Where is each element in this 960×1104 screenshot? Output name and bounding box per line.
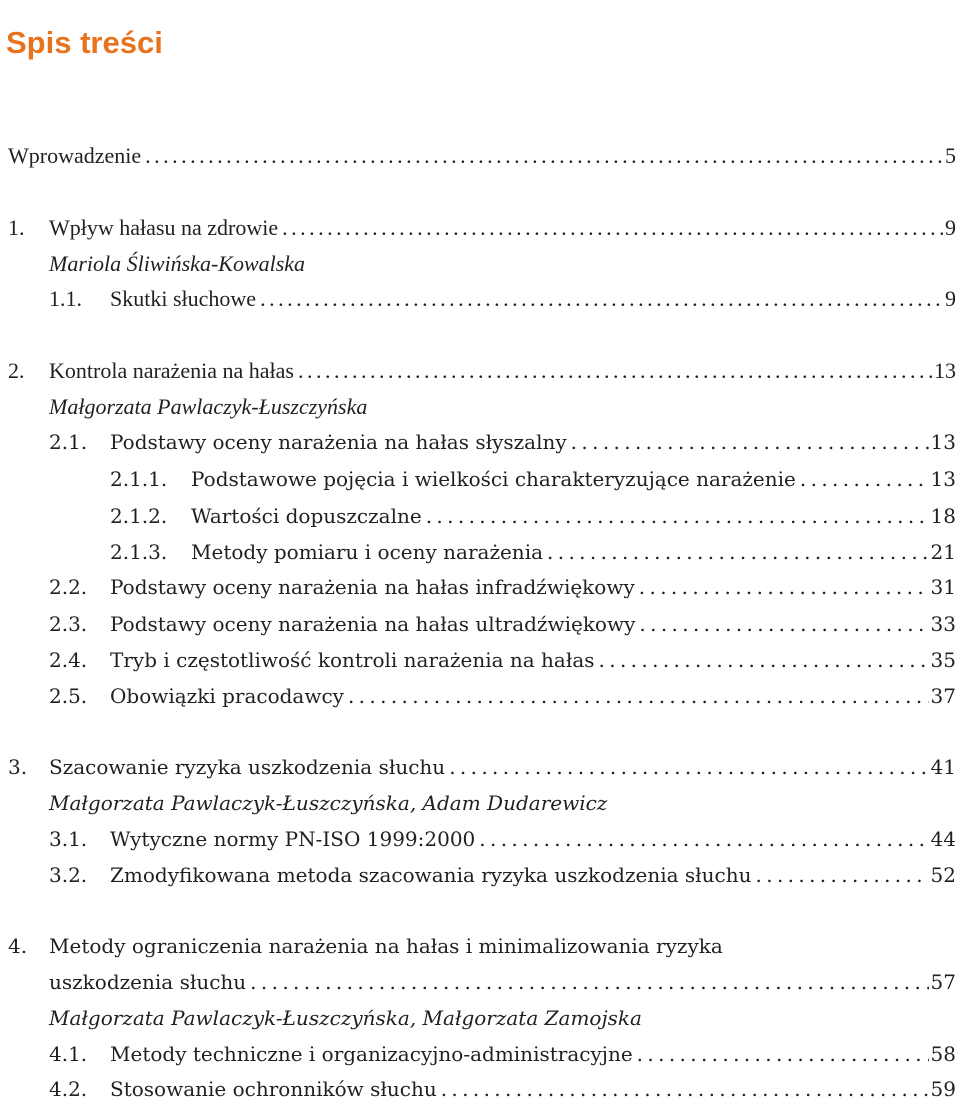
toc-page: 13 [930, 467, 956, 491]
leader-dots [426, 501, 929, 531]
toc-entry-section[interactable] [0, 1039, 960, 1069]
chapter-authors: Małgorzata Pawlaczyk-Łuszczyńska, Małgorzata Zamojska [49, 1006, 642, 1030]
toc-label: Podstawy oceny narażenia na hałas infradźwiękowy [110, 575, 635, 599]
toc-number: 2.1.3. [110, 540, 168, 564]
chapter-authors: Mariola Śliwińska-Kowalska [49, 251, 306, 276]
toc-label: Skutki słuchowe [110, 286, 257, 311]
leader-dots [145, 141, 943, 171]
toc-entry-section[interactable] [0, 645, 960, 675]
toc-label: Obowiązki pracodawcy [110, 684, 344, 708]
toc-number: 3.2. [49, 863, 88, 887]
toc-label: Zmodyfikowana metoda szacowania ryzyka uszkodzenia słuchu [110, 863, 752, 887]
toc-label: Wytyczne normy PN-ISO 1999:2000 [110, 827, 476, 851]
toc-entry-section[interactable] [0, 860, 960, 890]
leader-dots [637, 1039, 929, 1069]
toc-number: 4.2. [49, 1077, 88, 1101]
leader-dots [639, 572, 929, 602]
toc-entry-section[interactable] [0, 681, 960, 711]
toc-entry-chapter-4-number: 4. [8, 934, 28, 958]
toc-entry-subsection[interactable] [0, 501, 960, 531]
chapter-authors: Małgorzata Pawlaczyk-Łuszczyńska [49, 394, 368, 419]
leader-dots [250, 967, 928, 997]
toc-page: 41 [930, 755, 956, 779]
leader-dots [756, 860, 929, 890]
toc-label: Podstawowe pojęcia i wielkości charakteryzujące narażenie [191, 467, 796, 491]
toc-page: 13 [934, 358, 956, 383]
toc-number: 1. [8, 215, 25, 240]
toc-entry-subsection[interactable] [0, 464, 960, 494]
toc-label: Wprowadzenie [8, 143, 142, 168]
toc-page: 35 [930, 648, 956, 672]
toc-label: Metody techniczne i organizacyjno-administracyjne [110, 1042, 633, 1066]
toc-number: 2. [8, 358, 25, 383]
toc-entry-intro[interactable] [0, 141, 960, 171]
toc-entry-chapter-1[interactable] [0, 213, 960, 243]
toc-page: 5 [945, 143, 956, 168]
toc-entry-subsection[interactable] [0, 537, 960, 567]
leader-dots [479, 824, 928, 854]
toc-page: 33 [930, 612, 956, 636]
toc-number: 2.1.1. [110, 467, 168, 491]
leader-dots [571, 427, 929, 457]
toc-label: Tryb i częstotliwość kontroli narażenia na hałas [110, 648, 595, 672]
leader-dots [260, 284, 943, 314]
toc-entry-section[interactable] [0, 284, 960, 314]
toc-entry-section[interactable] [0, 1074, 960, 1104]
toc-page: 9 [945, 215, 956, 240]
toc-number: 4.1. [49, 1042, 88, 1066]
leader-dots [800, 464, 929, 494]
toc-number: 3. [8, 755, 28, 779]
toc-entry-section[interactable] [0, 572, 960, 602]
toc-entry-chapter-3[interactable] [0, 752, 960, 782]
toc-label: Podstawy oceny narażenia na hałas słyszalny [110, 430, 567, 454]
toc-label: Podstawy oceny narażenia na hałas ultradźwiękowy [110, 612, 636, 636]
toc-page: 44 [930, 827, 956, 851]
toc-page: 21 [930, 540, 956, 564]
toc-page: 9 [945, 286, 956, 311]
toc-label: Kontrola narażenia na hałas [49, 358, 294, 383]
toc-entry-section[interactable] [0, 427, 960, 457]
leader-dots [449, 752, 928, 782]
leader-dots [282, 213, 943, 243]
page-title: Spis treści [6, 24, 163, 60]
leader-dots [441, 1074, 929, 1104]
toc-entry-chapter-4[interactable] [0, 967, 960, 997]
toc-label: Wpływ hałasu na zdrowie [49, 215, 279, 240]
leader-dots [298, 356, 932, 386]
leader-dots [599, 645, 929, 675]
leader-dots [547, 537, 929, 567]
toc-label: uszkodzenia słuchu [49, 970, 247, 994]
toc-page: 59 [930, 1077, 956, 1101]
toc-page: 58 [930, 1042, 956, 1066]
toc-label: Metody pomiaru i oceny narażenia [191, 540, 544, 564]
toc-label: Wartości dopuszczalne [191, 504, 422, 528]
toc-page: 18 [930, 504, 956, 528]
toc-number: 1.1. [49, 286, 82, 311]
leader-dots [348, 681, 929, 711]
toc-number: 2.3. [49, 612, 88, 636]
chapter-authors: Małgorzata Pawlaczyk-Łuszczyńska, Adam Dudarewicz [49, 791, 608, 815]
toc-number: 3.1. [49, 827, 88, 851]
toc-number: 2.4. [49, 648, 88, 672]
toc-page: 31 [930, 575, 956, 599]
toc-page: 52 [930, 863, 956, 887]
toc-label: Szacowanie ryzyka uszkodzenia słuchu [49, 755, 446, 779]
toc-page: 37 [930, 684, 956, 708]
toc-number: 2.1.2. [110, 504, 168, 528]
toc-number: 2.1. [49, 430, 88, 454]
toc-label: Stosowanie ochronników słuchu [110, 1077, 437, 1101]
toc-entry-section[interactable] [0, 824, 960, 854]
toc-entry-section[interactable] [0, 609, 960, 639]
toc-page: 57 [930, 970, 956, 994]
toc-number: 2.2. [49, 575, 88, 599]
toc-page: 13 [930, 430, 956, 454]
leader-dots [639, 609, 928, 639]
toc-entry-chapter-4-title[interactable]: Metody ograniczenia narażenia na hałas i minimalizowania ryzyka [49, 934, 723, 958]
toc-number: 2.5. [49, 684, 88, 708]
toc-entry-chapter-2[interactable] [0, 356, 960, 386]
